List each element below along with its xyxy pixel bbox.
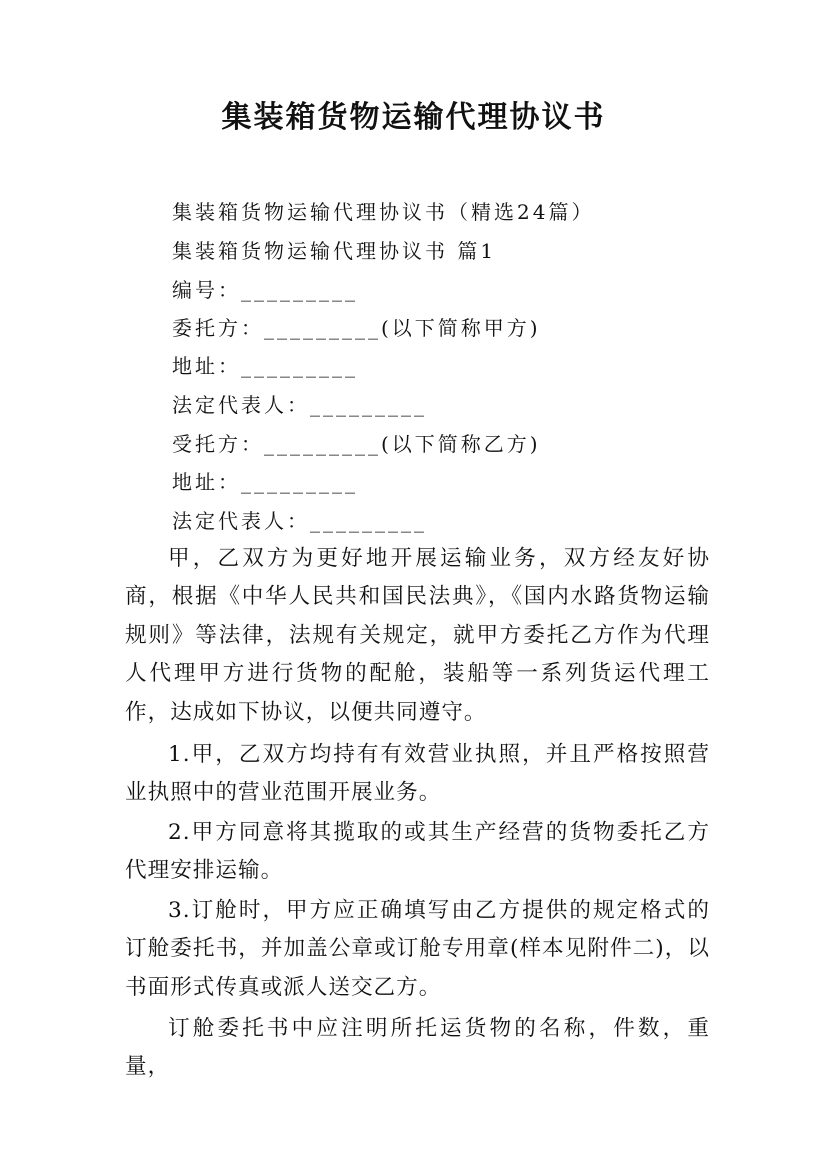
field-agent-address: 地址：_________ [172, 470, 358, 494]
paragraph-booking-note: 订舱委托书中应注明所托运货物的名称，件数，重量， [125, 1016, 710, 1080]
field-principal-representative: 法定代表人：_________ [172, 393, 427, 417]
paragraph-clause-2: 2.甲方同意将其揽取的或其生产经营的货物委托乙方代理安排运输。 [125, 820, 710, 884]
field-principal: 委托方：_________(以下简称甲方) [172, 316, 541, 340]
subtitle-line: 集装箱货物运输代理协议书（精选24篇） [172, 200, 595, 224]
paragraph-clause-3: 3.订舱时，甲方应正确填写由乙方提供的规定格式的订舱委托书，并加盖公章或订舱专用章(样本见附件二)，以书面形式传真或派人送交乙方。 [125, 898, 710, 1000]
field-number: 编号：_________ [172, 278, 358, 302]
document-title: 集装箱货物运输代理协议书 [221, 100, 606, 135]
paragraph-clause-1: 1.甲，乙双方均持有有效营业执照，并且严格按照营业执照中的营业范围开展业务。 [125, 742, 710, 806]
paragraph-preamble: 甲，乙双方为更好地开展运输业务，双方经友好协商，根据《中华人民共和国民法典》，《国内水路货物运输规则》等法律，法规有关规定，就甲方委托乙方作为代理人代理甲方进行货物的配舱，装船等一系列货运代理工作，达成如下协议，以便共同遵守。 [125, 546, 710, 725]
field-principal-address: 地址：_________ [172, 354, 358, 378]
field-agent-representative: 法定代表人：_________ [172, 509, 427, 533]
field-agent: 受托方：_________(以下简称乙方) [172, 432, 541, 456]
section-heading: 集装箱货物运输代理协议书 篇1 [172, 239, 497, 263]
